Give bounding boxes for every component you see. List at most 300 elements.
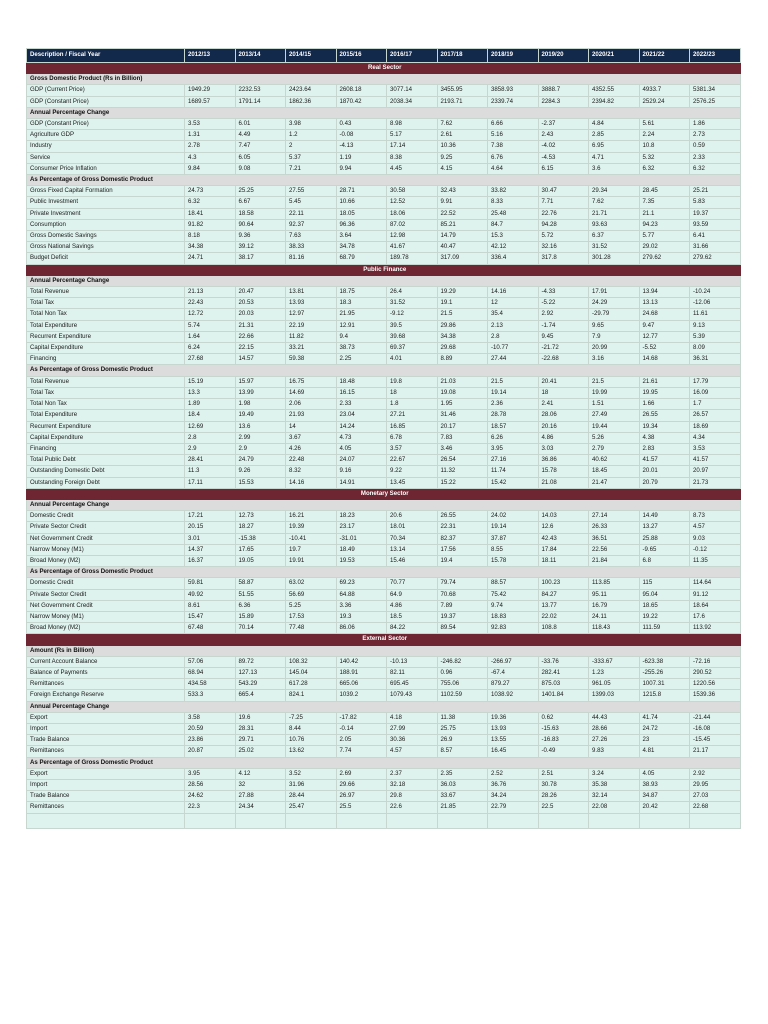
table-cell: 12.77 bbox=[639, 331, 690, 342]
row-label: Private Sector Credit bbox=[27, 522, 185, 533]
table-cell: 8.09 bbox=[690, 343, 741, 354]
table-cell: -17.82 bbox=[336, 712, 387, 723]
table-cell: -5.22 bbox=[538, 298, 589, 309]
table-cell: 4.05 bbox=[336, 443, 387, 454]
table-cell: -21.72 bbox=[538, 343, 589, 354]
table-row bbox=[27, 522, 741, 533]
table-cell: 25.75 bbox=[437, 723, 488, 734]
table-cell: 695.45 bbox=[387, 679, 438, 690]
table-cell: -21.44 bbox=[690, 712, 741, 723]
table-cell: 25.88 bbox=[639, 533, 690, 544]
table-cell: 19.39 bbox=[286, 522, 337, 533]
table-cell: 18.48 bbox=[336, 376, 387, 387]
table-cell: 27.99 bbox=[387, 723, 438, 734]
table-cell: 10.36 bbox=[437, 141, 488, 152]
table-cell: 2.33 bbox=[336, 399, 387, 410]
table-row bbox=[27, 578, 741, 589]
empty-cell bbox=[589, 813, 640, 828]
row-label: Remittances bbox=[27, 802, 185, 813]
table-cell: 15.97 bbox=[235, 376, 286, 387]
table-cell: 8.61 bbox=[185, 600, 236, 611]
row-label: Narrow Money (M1) bbox=[27, 611, 185, 622]
table-cell: 4.12 bbox=[235, 768, 286, 779]
table-cell: 27.44 bbox=[488, 354, 539, 365]
table-cell: 22.08 bbox=[589, 802, 640, 813]
table-cell: 1539.36 bbox=[690, 690, 741, 701]
table-cell: 87.02 bbox=[387, 219, 438, 230]
table-cell: 22.3 bbox=[185, 802, 236, 813]
table-cell: 25.5 bbox=[336, 802, 387, 813]
table-cell: 665.06 bbox=[336, 679, 387, 690]
table-cell: 1038.92 bbox=[488, 690, 539, 701]
row-label: Import bbox=[27, 780, 185, 791]
table-cell: 7.74 bbox=[336, 746, 387, 757]
table-cell: 82.11 bbox=[387, 667, 438, 678]
table-cell: 15.89 bbox=[235, 611, 286, 622]
table-cell: 14.69 bbox=[286, 387, 337, 398]
row-label: Gross Domestic Savings bbox=[27, 231, 185, 242]
table-cell: 2.13 bbox=[488, 320, 539, 331]
table-cell: 3.6 bbox=[589, 163, 640, 174]
table-cell: 2.9 bbox=[185, 443, 236, 454]
row-label: Total Expenditure bbox=[27, 410, 185, 421]
table-cell: 5.74 bbox=[185, 320, 236, 331]
table-row bbox=[27, 387, 741, 398]
group-header-row bbox=[27, 645, 741, 656]
table-cell: 543.29 bbox=[235, 679, 286, 690]
table-cell: 2.79 bbox=[589, 443, 640, 454]
table-cell: 15.53 bbox=[235, 477, 286, 488]
table-cell: 94.23 bbox=[639, 219, 690, 230]
table-cell: 6.41 bbox=[690, 231, 741, 242]
table-cell: -266.97 bbox=[488, 656, 539, 667]
table-cell: -0.49 bbox=[538, 746, 589, 757]
table-cell: 17.21 bbox=[185, 511, 236, 522]
table-cell: 6.32 bbox=[639, 163, 690, 174]
table-cell: 18.58 bbox=[235, 208, 286, 219]
empty-cell bbox=[286, 813, 337, 828]
table-cell: 15.22 bbox=[437, 477, 488, 488]
row-label: Outstanding Domestic Debt bbox=[27, 466, 185, 477]
table-cell: 18.69 bbox=[690, 421, 741, 432]
table-cell: 5.83 bbox=[690, 197, 741, 208]
table-cell: 6.15 bbox=[538, 163, 589, 174]
table-cell: 19.95 bbox=[639, 387, 690, 398]
table-cell: 20.15 bbox=[185, 522, 236, 533]
table-cell: 2.43 bbox=[538, 130, 589, 141]
table-cell: 28.66 bbox=[589, 723, 640, 734]
table-cell: 1.89 bbox=[185, 399, 236, 410]
row-label: Domestic Credit bbox=[27, 578, 185, 589]
table-cell: -1.74 bbox=[538, 320, 589, 331]
table-cell: 38.33 bbox=[286, 242, 337, 253]
table-cell: 22.52 bbox=[437, 208, 488, 219]
table-cell: 4.34 bbox=[690, 432, 741, 443]
table-cell: 3.64 bbox=[336, 231, 387, 242]
table-cell: -333.67 bbox=[589, 656, 640, 667]
table-cell: 21.85 bbox=[437, 802, 488, 813]
group-header-row bbox=[27, 757, 741, 768]
table-cell: -0.08 bbox=[336, 130, 387, 141]
table-cell: 20.6 bbox=[387, 511, 438, 522]
table-cell: 2.92 bbox=[538, 309, 589, 320]
table-cell: 21.17 bbox=[690, 746, 741, 757]
table-cell: 9.03 bbox=[690, 533, 741, 544]
table-cell: 31.66 bbox=[690, 242, 741, 253]
table-cell: 6.78 bbox=[387, 432, 438, 443]
table-cell: 59.38 bbox=[286, 354, 337, 365]
table-cell: 7.89 bbox=[437, 600, 488, 611]
group-header-row bbox=[27, 499, 741, 510]
table-row bbox=[27, 544, 741, 555]
table-cell: 11.32 bbox=[437, 466, 488, 477]
row-label: Export bbox=[27, 712, 185, 723]
table-cell: 3.67 bbox=[286, 432, 337, 443]
table-cell: -16.08 bbox=[690, 723, 741, 734]
section-title: Real Sector bbox=[27, 63, 741, 74]
table-cell: -16.83 bbox=[538, 735, 589, 746]
table-cell: -29.79 bbox=[589, 309, 640, 320]
table-cell: 14.16 bbox=[488, 287, 539, 298]
table-cell: 18.5 bbox=[387, 611, 438, 622]
section-header-row bbox=[27, 488, 741, 499]
table-cell: 5.25 bbox=[286, 600, 337, 611]
table-cell: 34.78 bbox=[336, 242, 387, 253]
table-cell: 19.08 bbox=[437, 387, 488, 398]
table-cell: 27.16 bbox=[488, 455, 539, 466]
table-cell: -4.02 bbox=[538, 141, 589, 152]
table-cell: 12.69 bbox=[185, 421, 236, 432]
table-cell: 34.38 bbox=[437, 331, 488, 342]
table-cell: 28.31 bbox=[235, 723, 286, 734]
table-cell: 25.21 bbox=[690, 186, 741, 197]
group-header-row bbox=[27, 107, 741, 118]
table-cell: 16.15 bbox=[336, 387, 387, 398]
table-cell: 13.93 bbox=[488, 723, 539, 734]
table-cell: 2.99 bbox=[235, 432, 286, 443]
table-cell: 9.4 bbox=[336, 331, 387, 342]
table-cell: 15.78 bbox=[488, 555, 539, 566]
table-cell: 19.8 bbox=[387, 376, 438, 387]
table-cell: 4.73 bbox=[336, 432, 387, 443]
table-cell: 1.2 bbox=[286, 130, 337, 141]
table-cell: -0.14 bbox=[336, 723, 387, 734]
table-cell: 2232.53 bbox=[235, 85, 286, 96]
table-cell: 91.82 bbox=[185, 219, 236, 230]
table-cell: 111.59 bbox=[639, 623, 690, 634]
table-cell: 15.3 bbox=[488, 231, 539, 242]
table-row bbox=[27, 477, 741, 488]
table-cell: 14.79 bbox=[437, 231, 488, 242]
table-cell: 18.64 bbox=[690, 600, 741, 611]
table-cell: 25.47 bbox=[286, 802, 337, 813]
table-row bbox=[27, 455, 741, 466]
row-label: Current Account Balance bbox=[27, 656, 185, 667]
table-cell: 24.11 bbox=[589, 611, 640, 622]
table-row bbox=[27, 253, 741, 264]
table-cell: 6.01 bbox=[235, 119, 286, 130]
row-label: Consumption bbox=[27, 219, 185, 230]
group-header-row bbox=[27, 701, 741, 712]
table-cell: 21.5 bbox=[589, 376, 640, 387]
table-cell: 6.32 bbox=[185, 197, 236, 208]
table-cell: 28.26 bbox=[538, 791, 589, 802]
table-cell: 28.44 bbox=[286, 791, 337, 802]
table-cell: 12.72 bbox=[185, 309, 236, 320]
table-cell: -33.76 bbox=[538, 656, 589, 667]
table-row bbox=[27, 735, 741, 746]
table-cell: 16.85 bbox=[387, 421, 438, 432]
row-label: GDP (Constant Price) bbox=[27, 96, 185, 107]
table-cell: 2.73 bbox=[690, 130, 741, 141]
table-cell: 20.79 bbox=[639, 477, 690, 488]
table-cell: 24.62 bbox=[185, 791, 236, 802]
table-cell: 21.84 bbox=[589, 555, 640, 566]
table-cell: 27.21 bbox=[387, 410, 438, 421]
table-cell: 5.45 bbox=[286, 197, 337, 208]
group-title: As Percentage of Gross Domestic Product bbox=[27, 175, 741, 186]
table-cell: 29.02 bbox=[639, 242, 690, 253]
table-cell: 28.06 bbox=[538, 410, 589, 421]
table-cell: 56.69 bbox=[286, 589, 337, 600]
table-cell: 18.27 bbox=[235, 522, 286, 533]
table-cell: 18.49 bbox=[336, 544, 387, 555]
column-header-year: 2020/21 bbox=[589, 49, 640, 63]
table-cell: 84.7 bbox=[488, 219, 539, 230]
table-cell: 35.38 bbox=[589, 780, 640, 791]
table-cell: 14.37 bbox=[185, 544, 236, 555]
table-cell: 2.35 bbox=[437, 768, 488, 779]
table-cell: 4352.55 bbox=[589, 85, 640, 96]
table-cell: 22.79 bbox=[488, 802, 539, 813]
column-header-year: 2015/16 bbox=[336, 49, 387, 63]
table-cell: 22.66 bbox=[235, 331, 286, 342]
table-cell: 25.48 bbox=[488, 208, 539, 219]
row-label: Agriculture GDP bbox=[27, 130, 185, 141]
row-label: Import bbox=[27, 723, 185, 734]
table-cell: 4.45 bbox=[387, 163, 438, 174]
table-row bbox=[27, 611, 741, 622]
table-cell: 19.29 bbox=[437, 287, 488, 298]
row-label: Total Non Tax bbox=[27, 309, 185, 320]
table-cell: 7.63 bbox=[286, 231, 337, 242]
table-row bbox=[27, 432, 741, 443]
table-row bbox=[27, 690, 741, 701]
group-title: As Percentage of Gross Domestic Product bbox=[27, 567, 741, 578]
table-cell: 8.32 bbox=[286, 466, 337, 477]
table-cell: 7.62 bbox=[437, 119, 488, 130]
empty-cell bbox=[538, 813, 589, 828]
table-cell: 617.28 bbox=[286, 679, 337, 690]
table-cell: 1862.36 bbox=[286, 96, 337, 107]
table-cell: 34.87 bbox=[639, 791, 690, 802]
table-cell: 6.32 bbox=[690, 163, 741, 174]
table-cell: 9.91 bbox=[437, 197, 488, 208]
table-cell: 22.56 bbox=[589, 544, 640, 555]
table-cell: 290.52 bbox=[690, 667, 741, 678]
table-cell: 6.76 bbox=[488, 152, 539, 163]
table-cell: 95.11 bbox=[589, 589, 640, 600]
table-cell: 875.03 bbox=[538, 679, 589, 690]
table-cell: 4.26 bbox=[286, 443, 337, 454]
table-row bbox=[27, 802, 741, 813]
table-cell: 18.05 bbox=[336, 208, 387, 219]
table-cell: 26.4 bbox=[387, 287, 438, 298]
table-cell: -4.53 bbox=[538, 152, 589, 163]
table-cell: 9.47 bbox=[639, 320, 690, 331]
table-cell: 51.55 bbox=[235, 589, 286, 600]
table-cell: 21.47 bbox=[589, 477, 640, 488]
table-cell: 1.98 bbox=[235, 399, 286, 410]
table-cell: 18.83 bbox=[488, 611, 539, 622]
table-cell: 2.85 bbox=[589, 130, 640, 141]
table-cell: 89.54 bbox=[437, 623, 488, 634]
table-cell: 20.01 bbox=[639, 466, 690, 477]
section-header-row bbox=[27, 63, 741, 74]
table-row bbox=[27, 443, 741, 454]
table-cell: 2.52 bbox=[488, 768, 539, 779]
table-cell: 20.03 bbox=[235, 309, 286, 320]
table-cell: 1.64 bbox=[185, 331, 236, 342]
table-cell: 21.5 bbox=[488, 376, 539, 387]
table-cell: 24.29 bbox=[589, 298, 640, 309]
table-cell: 57.06 bbox=[185, 656, 236, 667]
table-cell: 4.84 bbox=[589, 119, 640, 130]
table-row bbox=[27, 141, 741, 152]
table-cell: 1949.29 bbox=[185, 85, 236, 96]
table-row bbox=[27, 85, 741, 96]
table-cell: 29.68 bbox=[437, 343, 488, 354]
table-cell: 31.46 bbox=[437, 410, 488, 421]
table-cell: 0.62 bbox=[538, 712, 589, 723]
table-cell: 4.3 bbox=[185, 152, 236, 163]
table-cell: 27.03 bbox=[690, 791, 741, 802]
empty-cell bbox=[27, 813, 185, 828]
table-cell: 2.36 bbox=[488, 399, 539, 410]
table-cell: 7.9 bbox=[589, 331, 640, 342]
table-cell: 22.19 bbox=[286, 320, 337, 331]
table-row bbox=[27, 656, 741, 667]
table-cell: 10.66 bbox=[336, 197, 387, 208]
group-header-row bbox=[27, 365, 741, 376]
table-cell: 1.66 bbox=[639, 399, 690, 410]
row-label: Total Revenue bbox=[27, 376, 185, 387]
table-row bbox=[27, 309, 741, 320]
row-label: Consumer Price Inflation bbox=[27, 163, 185, 174]
table-cell: 36.31 bbox=[690, 354, 741, 365]
table-cell: 1.51 bbox=[589, 399, 640, 410]
table-cell: 12 bbox=[488, 298, 539, 309]
table-cell: 5.16 bbox=[488, 130, 539, 141]
column-header-year: 2019/20 bbox=[538, 49, 589, 63]
table-cell: 8.73 bbox=[690, 511, 741, 522]
table-cell: 22.31 bbox=[437, 522, 488, 533]
table-row bbox=[27, 130, 741, 141]
table-cell: 23 bbox=[639, 735, 690, 746]
table-cell: 5.77 bbox=[639, 231, 690, 242]
table-cell: 67.48 bbox=[185, 623, 236, 634]
table-cell: 13.81 bbox=[286, 287, 337, 298]
table-cell: 92.83 bbox=[488, 623, 539, 634]
section-title: Public Finance bbox=[27, 264, 741, 275]
table-cell: 14.91 bbox=[336, 477, 387, 488]
table-cell: -5.52 bbox=[639, 343, 690, 354]
group-header-row bbox=[27, 74, 741, 85]
table-cell: 3.24 bbox=[589, 768, 640, 779]
table-cell: 9.45 bbox=[538, 331, 589, 342]
table-cell: 24.34 bbox=[235, 802, 286, 813]
table-cell: 29.34 bbox=[589, 186, 640, 197]
table-cell: 188.91 bbox=[336, 667, 387, 678]
table-row bbox=[27, 589, 741, 600]
table-cell: 22.5 bbox=[538, 802, 589, 813]
table-cell: -15.38 bbox=[235, 533, 286, 544]
table-cell: 9.25 bbox=[437, 152, 488, 163]
table-cell: 19.1 bbox=[437, 298, 488, 309]
table-cell: 21.03 bbox=[437, 376, 488, 387]
table-cell: 8.38 bbox=[387, 152, 438, 163]
row-label: Narrow Money (M1) bbox=[27, 544, 185, 555]
table-cell: 58.87 bbox=[235, 578, 286, 589]
table-row bbox=[27, 231, 741, 242]
table-cell: 41.74 bbox=[639, 712, 690, 723]
row-label: Private Investment bbox=[27, 208, 185, 219]
table-cell: 22.76 bbox=[538, 208, 589, 219]
table-cell: -0.12 bbox=[690, 544, 741, 555]
table-cell: 189.78 bbox=[387, 253, 438, 264]
table-cell: 10.8 bbox=[639, 141, 690, 152]
table-cell: -10.41 bbox=[286, 533, 337, 544]
table-cell: 17.56 bbox=[437, 544, 488, 555]
table-cell: -2.37 bbox=[538, 119, 589, 130]
table-cell: -15.45 bbox=[690, 735, 741, 746]
table-cell: 19.44 bbox=[589, 421, 640, 432]
table-cell: 29.66 bbox=[336, 780, 387, 791]
table-cell: 2.06 bbox=[286, 399, 337, 410]
table-cell: 28.56 bbox=[185, 780, 236, 791]
table-cell: 1401.84 bbox=[538, 690, 589, 701]
table-cell: 23.86 bbox=[185, 735, 236, 746]
table-cell: 4.49 bbox=[235, 130, 286, 141]
table-cell: 5.17 bbox=[387, 130, 438, 141]
table-cell: 2.37 bbox=[387, 768, 438, 779]
table-cell: 27.14 bbox=[589, 511, 640, 522]
table-cell: 8.89 bbox=[437, 354, 488, 365]
table-cell: 19.6 bbox=[235, 712, 286, 723]
table-cell: 4.15 bbox=[437, 163, 488, 174]
table-row bbox=[27, 679, 741, 690]
table-cell: 15.42 bbox=[488, 477, 539, 488]
table-cell: 24.68 bbox=[639, 309, 690, 320]
table-cell: 13.6 bbox=[235, 421, 286, 432]
row-label: Budget Deficit bbox=[27, 253, 185, 264]
table-cell: 22.11 bbox=[286, 208, 337, 219]
table-cell: 113.92 bbox=[690, 623, 741, 634]
table-cell: 88.57 bbox=[488, 578, 539, 589]
table-cell: 20.16 bbox=[538, 421, 589, 432]
table-row bbox=[27, 780, 741, 791]
table-cell: 118.43 bbox=[589, 623, 640, 634]
table-cell: 4.86 bbox=[538, 432, 589, 443]
table-cell: 22.6 bbox=[387, 802, 438, 813]
table-cell: 2.8 bbox=[185, 432, 236, 443]
table-cell: 12.98 bbox=[387, 231, 438, 242]
table-cell: 92.37 bbox=[286, 219, 337, 230]
table-cell: 75.42 bbox=[488, 589, 539, 600]
table-cell: 39.12 bbox=[235, 242, 286, 253]
table-cell: 1039.2 bbox=[336, 690, 387, 701]
table-cell: -67.4 bbox=[488, 667, 539, 678]
